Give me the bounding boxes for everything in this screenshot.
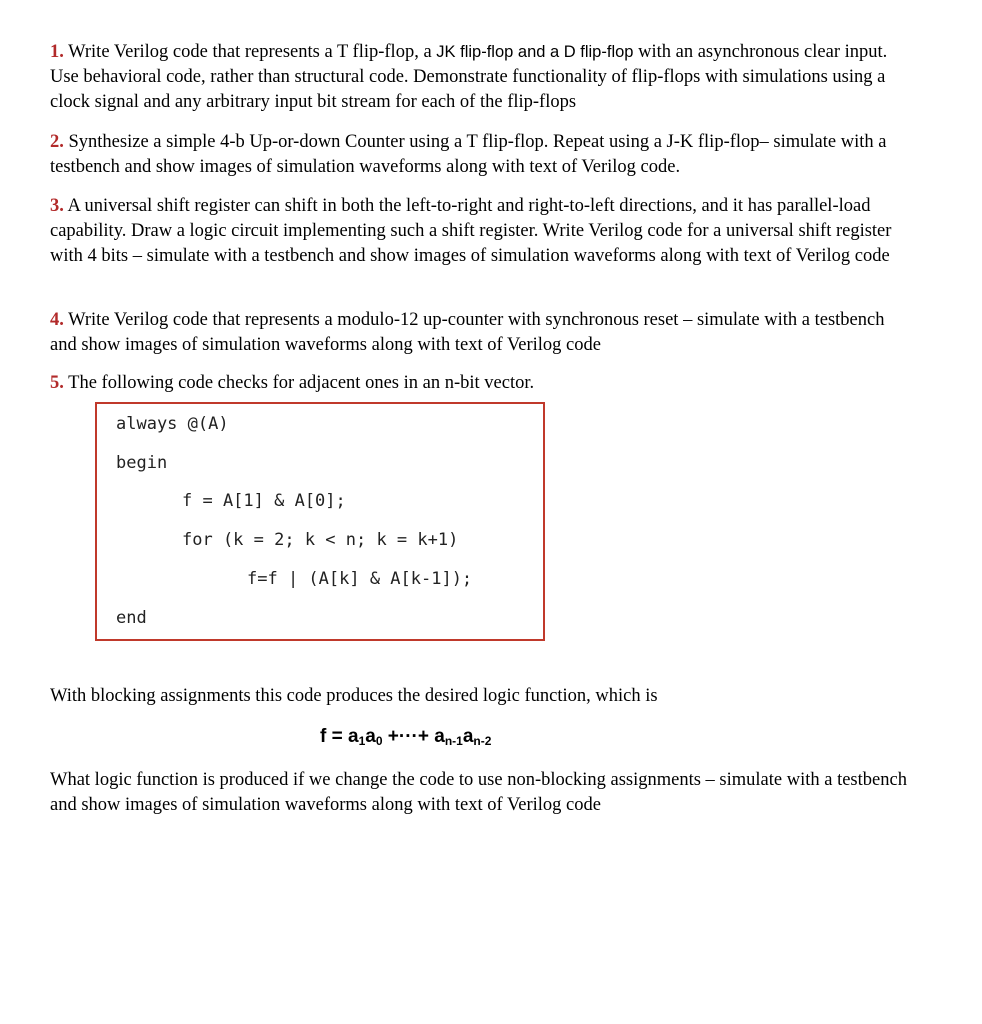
question-4-number: 4. <box>50 310 64 330</box>
formula-an2: a <box>462 726 474 747</box>
question-3 <box>50 194 910 269</box>
formula-sub-n2: n-2 <box>473 734 492 748</box>
formula-sub-0: 0 <box>375 734 383 748</box>
question-3-text: A universal shift register can shift in both the left-to-right and right-to-left directions, and it has parallel-load capability. Draw a logic circuit implementing such a shift register. Write Verilog code for a universal shift register with 4 bits – simulate with a testbench and show images of simulation waveforms along with text of Verilog code <box>50 196 892 266</box>
code-block <box>95 402 545 641</box>
question-1-number: 1. <box>50 42 64 62</box>
question-4 <box>50 308 910 358</box>
formula-mid: +···+ a <box>382 726 445 747</box>
question-5 <box>50 371 910 396</box>
formula-sub-1: 1 <box>358 734 366 748</box>
question-1-jk-text: JK flip-flop and a D flip-flop <box>436 43 634 61</box>
code-line-for: for (k = 2; k < n; k = k+1) <box>182 530 459 550</box>
code-line-always: always @(A) <box>116 414 229 434</box>
question-1-text-a: Write Verilog code that represents a T flip-flop, a <box>63 42 437 62</box>
logic-formula <box>320 726 491 748</box>
question-4-text: Write Verilog code that represents a modulo-12 up-counter with synchronous reset – simulate with a testbench and show images of simulation waveforms along with text of Verilog code <box>50 310 885 355</box>
question-2-number: 2. <box>50 132 64 152</box>
blocking-description: With blocking assignments this code produces the desired logic function, which is <box>50 686 658 706</box>
formula-sub-n1: n-1 <box>444 734 463 748</box>
formula-a0: a <box>365 726 376 747</box>
question-5-number: 5. <box>50 373 64 393</box>
code-line-begin: begin <box>116 453 168 473</box>
question-1 <box>50 40 910 115</box>
question-1-text-b: with an asynchronous clear input. Use behavioral code, rather than structural code. Demonstrate functionality of flip-flops with simulations using a clock signal and any arbitrary input bit stream for each of the flip-flops <box>50 42 888 112</box>
code-line-end: end <box>116 608 147 628</box>
question-2-text: Synthesize a simple 4-b Up-or-down Counter using a T flip-flop. Repeat using a J-K flip-flop– simulate with a testbench and show images of simulation waveforms along with text of Verilog code. <box>50 132 887 177</box>
question-3-number: 3. <box>50 196 64 216</box>
code-line-assign: f = A[1] & A[0]; <box>182 491 346 511</box>
question-2 <box>50 130 910 180</box>
code-line-body: f=f | (A[k] & A[k-1]); <box>247 569 473 589</box>
question-5-text: The following code checks for adjacent ones in an n-bit vector. <box>63 373 535 393</box>
formula-lhs: f = a <box>320 726 359 747</box>
final-question: What logic function is produced if we change the code to use non-blocking assignments – simulate with a testbench and show images of simulation waveforms along with text of Verilog code <box>50 770 907 815</box>
